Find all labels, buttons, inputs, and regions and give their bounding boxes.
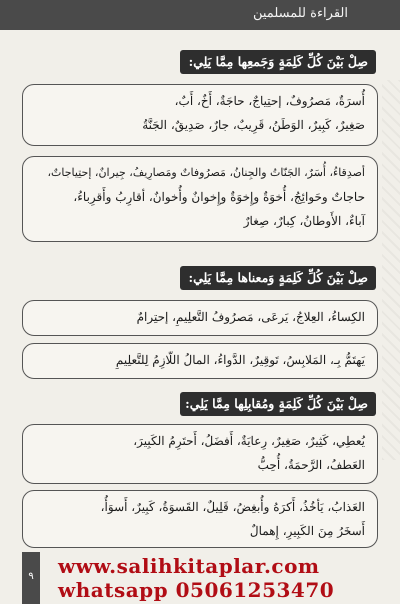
whatsapp-watermark: whatsapp 05061253470 — [58, 578, 335, 602]
section-title-opposite: صِلْ بَيْنَ كُلِّ كَلِمَةٍ ومُقابِلِها مِمَّا يَلِي: — [180, 392, 376, 416]
word-line: آباءٌ، الأَوطانُ، كِبارٌ، صِغارٌ — [243, 214, 365, 228]
book-title: القراءة للمسلمين — [252, 6, 348, 21]
word-line: العَذابُ، يَأخُذُ، أَكرَهُ وأُبغِضُ، قَلِيلٌ، القَسوَةُ، كَبِيرٌ، أَسوَأُ، — [100, 500, 365, 514]
section-title-plural: صِلْ بَيْنَ كُلِّ كَلِمَةٍ وَجَمعِها مِمَّا يَلِي: — [180, 50, 376, 74]
word-line: يَهتَمُّ بِـ، المَلابِسُ، تَوقِيرٌ، الدَّواءُ، المالُ اللّازِمُ لِلتَّعلِيمِ — [115, 353, 365, 367]
page-number: ٩ — [22, 552, 40, 604]
word-line: أُسرَةٌ، مَصرُوفٌ، إحتِياجٌ، حاجَةٌ، أَخٌ، أَبٌ، — [174, 94, 365, 108]
word-line: أصدِقاءُ، أُسَرٌ، الجَنّاتُ والجِنانُ، مَصرُوفاتٌ ومَصارِيفُ، جِيرانٌ، إحتِياجاتٌ، — [47, 166, 365, 179]
word-line: صَغِيرٌ، كَبِيرٌ، الوَطَنُ، قَرِيبٌ، جارٌ، صَدِيقٌ، الجَنَّةُ — [142, 118, 365, 132]
exercise-box — [22, 300, 378, 336]
exercise-box — [22, 490, 378, 548]
word-line: أَسخَرُ مِنَ الكَبِيرِ، إِهمالٌ — [249, 524, 365, 538]
word-line: يُعطِي، كَثِيرٌ، صَغِيرٌ، رِعايَةٌ، أَفضَلُ، أَحتَرِمُ الكَبِيرَ، — [133, 434, 365, 448]
exercise-box — [22, 424, 378, 484]
section-title-meaning: صِلْ بَيْنَ كُلِّ كَلِمَةٍ وَمعناها مِمَّا يَلِي: — [180, 266, 376, 290]
word-line: العَطفُ، الرَّحمَةُ، أُحِبُّ — [257, 458, 365, 472]
exercise-box — [22, 343, 378, 379]
exercise-box — [22, 156, 378, 242]
website-watermark: www.salihkitaplar.com — [58, 554, 320, 578]
page-footer — [0, 552, 400, 604]
exercise-box — [22, 84, 378, 146]
word-line: الكِساءُ، العِلاجُ، يَرعَى، مَصرُوفُ التَّعلِيمِ، إحتِرامٌ — [136, 310, 365, 324]
decorative-stripe — [382, 80, 400, 460]
page-header — [0, 0, 400, 30]
word-line: حاجاتٌ وحَوائِجُ، أُخوَةٌ وإِخوَةٌ وإِخوانٌ وأُخوانٌ، أقارِبُ وأَقرِباءُ، — [73, 190, 365, 204]
